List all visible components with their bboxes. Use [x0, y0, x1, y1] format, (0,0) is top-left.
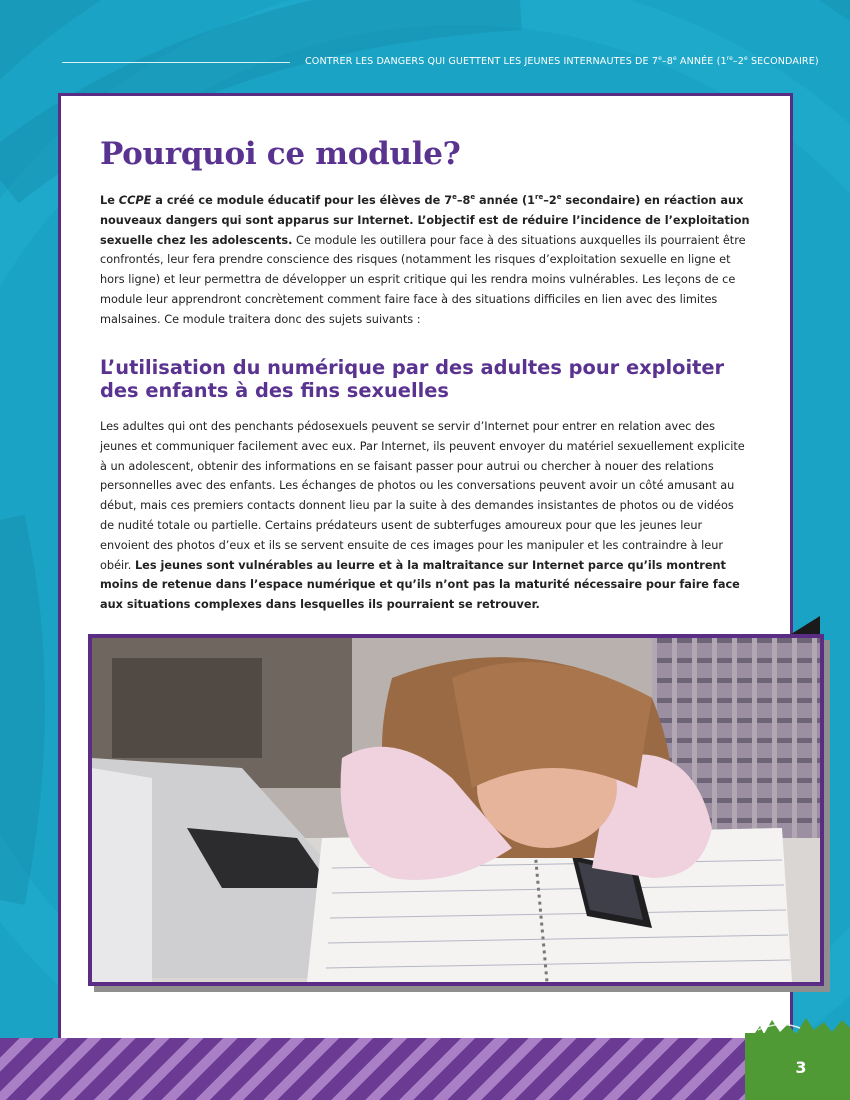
- section-paragraph: Les adultes qui ont des penchants pédosexuels peuvent se servir d’Internet pour entrer en relation avec des jeunes et communiquer facilement avec eux. Par Internet, ils peuvent envoyer du matériel sexuellement explicite à un adolescent, obtenir des informations en se faisant passer pour autrui ou chercher à nouer des relations personnelles avec des enfants. Les échanges de photos ou les conversations peuvent avoir un côté amusant au début, mais ces premiers contacts donnent lieu par la suite à des demandes insistantes de photos ou de vidéos de nudité totale ou partielle. Certains prédateurs usent de subterfuges amoureux pour que les jeunes leur envoient des photos d’eux et ils se servent ensuite de ces images pour les manipuler et les contraindre à leur obéir. Les jeunes sont vulnérables au leurre et à la maltraitance sur Internet parce qu’ils montrent moins de retenue dans l’espace numérique et qu’ils n’ont pas la maturité nécessaire pour faire face aux situations complexes dans lesquelles ils pourraient se retrouver.: [100, 420, 745, 612]
- grass-decoration: [750, 1016, 850, 1040]
- page-fold-corner: [788, 616, 820, 636]
- intro-paragraph: Le CCPE a créé ce module éducatif pour les élèves de 7e–8e année (1re–2e secondaire) en réaction aux nouveaux dangers qui sont apparus sur Internet. L’objectif est de réduire l’incidence de l’exploitation sexuelle chez les adolescents. Ce module les outillera pour face à des situations auxquelles ils pourraient être confrontés, leur fera prendre conscience des risques (notamment les risques d’exploitation sexuelle en ligne et hors ligne) et leur permettra de développer un esprit critique qui les rendra moins vulnérables. Les leçons de ce module leur apprendront concrètement comment faire face à des situations difficiles en lien avec des limites malsaines. Ce module traitera donc des sujets suivants :: [100, 193, 750, 326]
- page-title: Pourquoi ce module?: [100, 136, 461, 172]
- page-number: 3: [795, 1058, 807, 1077]
- section-heading: L’utilisation du numérique par des adultes pour exploiter des enfants à des fins sexuelles: [100, 356, 725, 402]
- photo-girl-with-laptop: [88, 634, 824, 986]
- photo-illustration: [92, 638, 820, 982]
- footer-stripes: [0, 1038, 850, 1100]
- header-rule: [62, 62, 290, 63]
- running-header: CONTRER LES DANGERS QUI GUETTENT LES JEUNES INTERNAUTES DE 7e–8e ANNÉE (1re–2e SECONDAIRE): [305, 55, 819, 68]
